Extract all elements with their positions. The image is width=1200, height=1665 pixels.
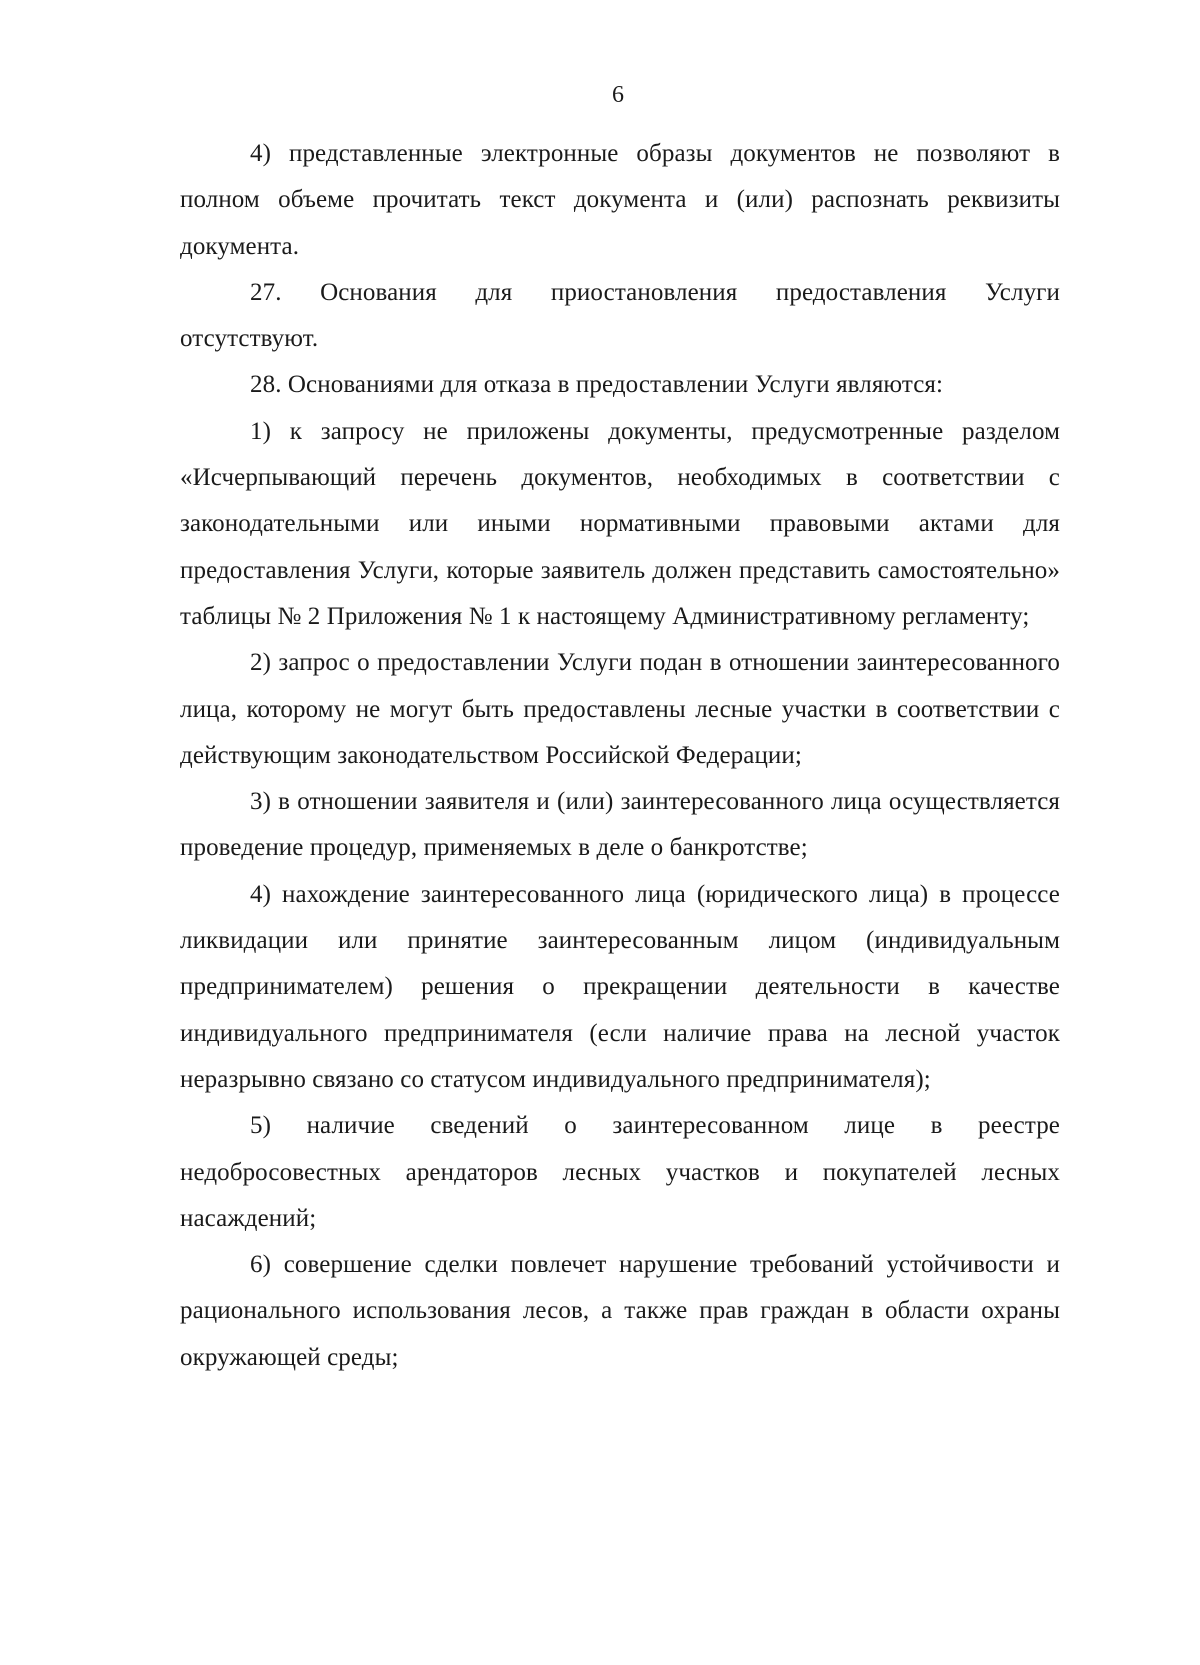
document-body <box>180 131 1060 1381</box>
paragraph-refusal-item-5: 5) наличие сведений о заинтересованном лице в реестре недобросовестных арендаторов лесных участков и покупателей лесных насаждений; <box>180 1112 1060 1232</box>
paragraph-refusal-item-2: 2) запрос о предоставлении Услуги подан в отношении заинтересованного лица, которому не могут быть предоставлены лесные участки в соответствии с действующим законодательством Российской Федерации; <box>180 649 1060 769</box>
paragraph-refusal-item-4: 4) нахождение заинтересованного лица (юридического лица) в процессе ликвидации или принятие заинтересованным лицом (индивидуальным предпринимателем) решения о прекращении деятельности в качестве индивидуального предпринимателя (если наличие права на лесной участок неразрывно связано со статусом индивидуального предпринимателя); <box>180 880 1060 1093</box>
paragraph-28-refusal-grounds: 28. Основаниями для отказа в предоставлении Услуги являются: <box>250 371 944 399</box>
paragraph-refusal-item-6: 6) совершение сделки повлечет нарушение требований устойчивости и рационального использования лесов, а также прав граждан в области охраны окружающей среды; <box>180 1251 1060 1371</box>
page-number: 6 <box>612 82 624 108</box>
paragraph-item-4-images: 4) представленные электронные образы документов не позволяют в полном объеме прочитать текст документа и (или) распознать реквизиты документа. <box>180 140 1060 260</box>
paragraph-27-suspension: 27. Основания для приостановления предоставления Услуги отсутствуют. <box>180 278 1060 353</box>
paragraph-refusal-item-1: 1) к запросу не приложены документы, предусмотренные разделом «Исчерпывающий перечень документов, необходимых в соответствии с законодательными или иными нормативными правовыми актами для предоставления Услуги, которые заявитель должен представить самостоятельно» таблицы № 2 Приложения № 1 к настоящему Административному регламенту; <box>180 417 1060 630</box>
paragraph-refusal-item-3: 3) в отношении заявителя и (или) заинтересованного лица осуществляется проведение процедур, применяемых в деле о банкротстве; <box>180 788 1060 862</box>
